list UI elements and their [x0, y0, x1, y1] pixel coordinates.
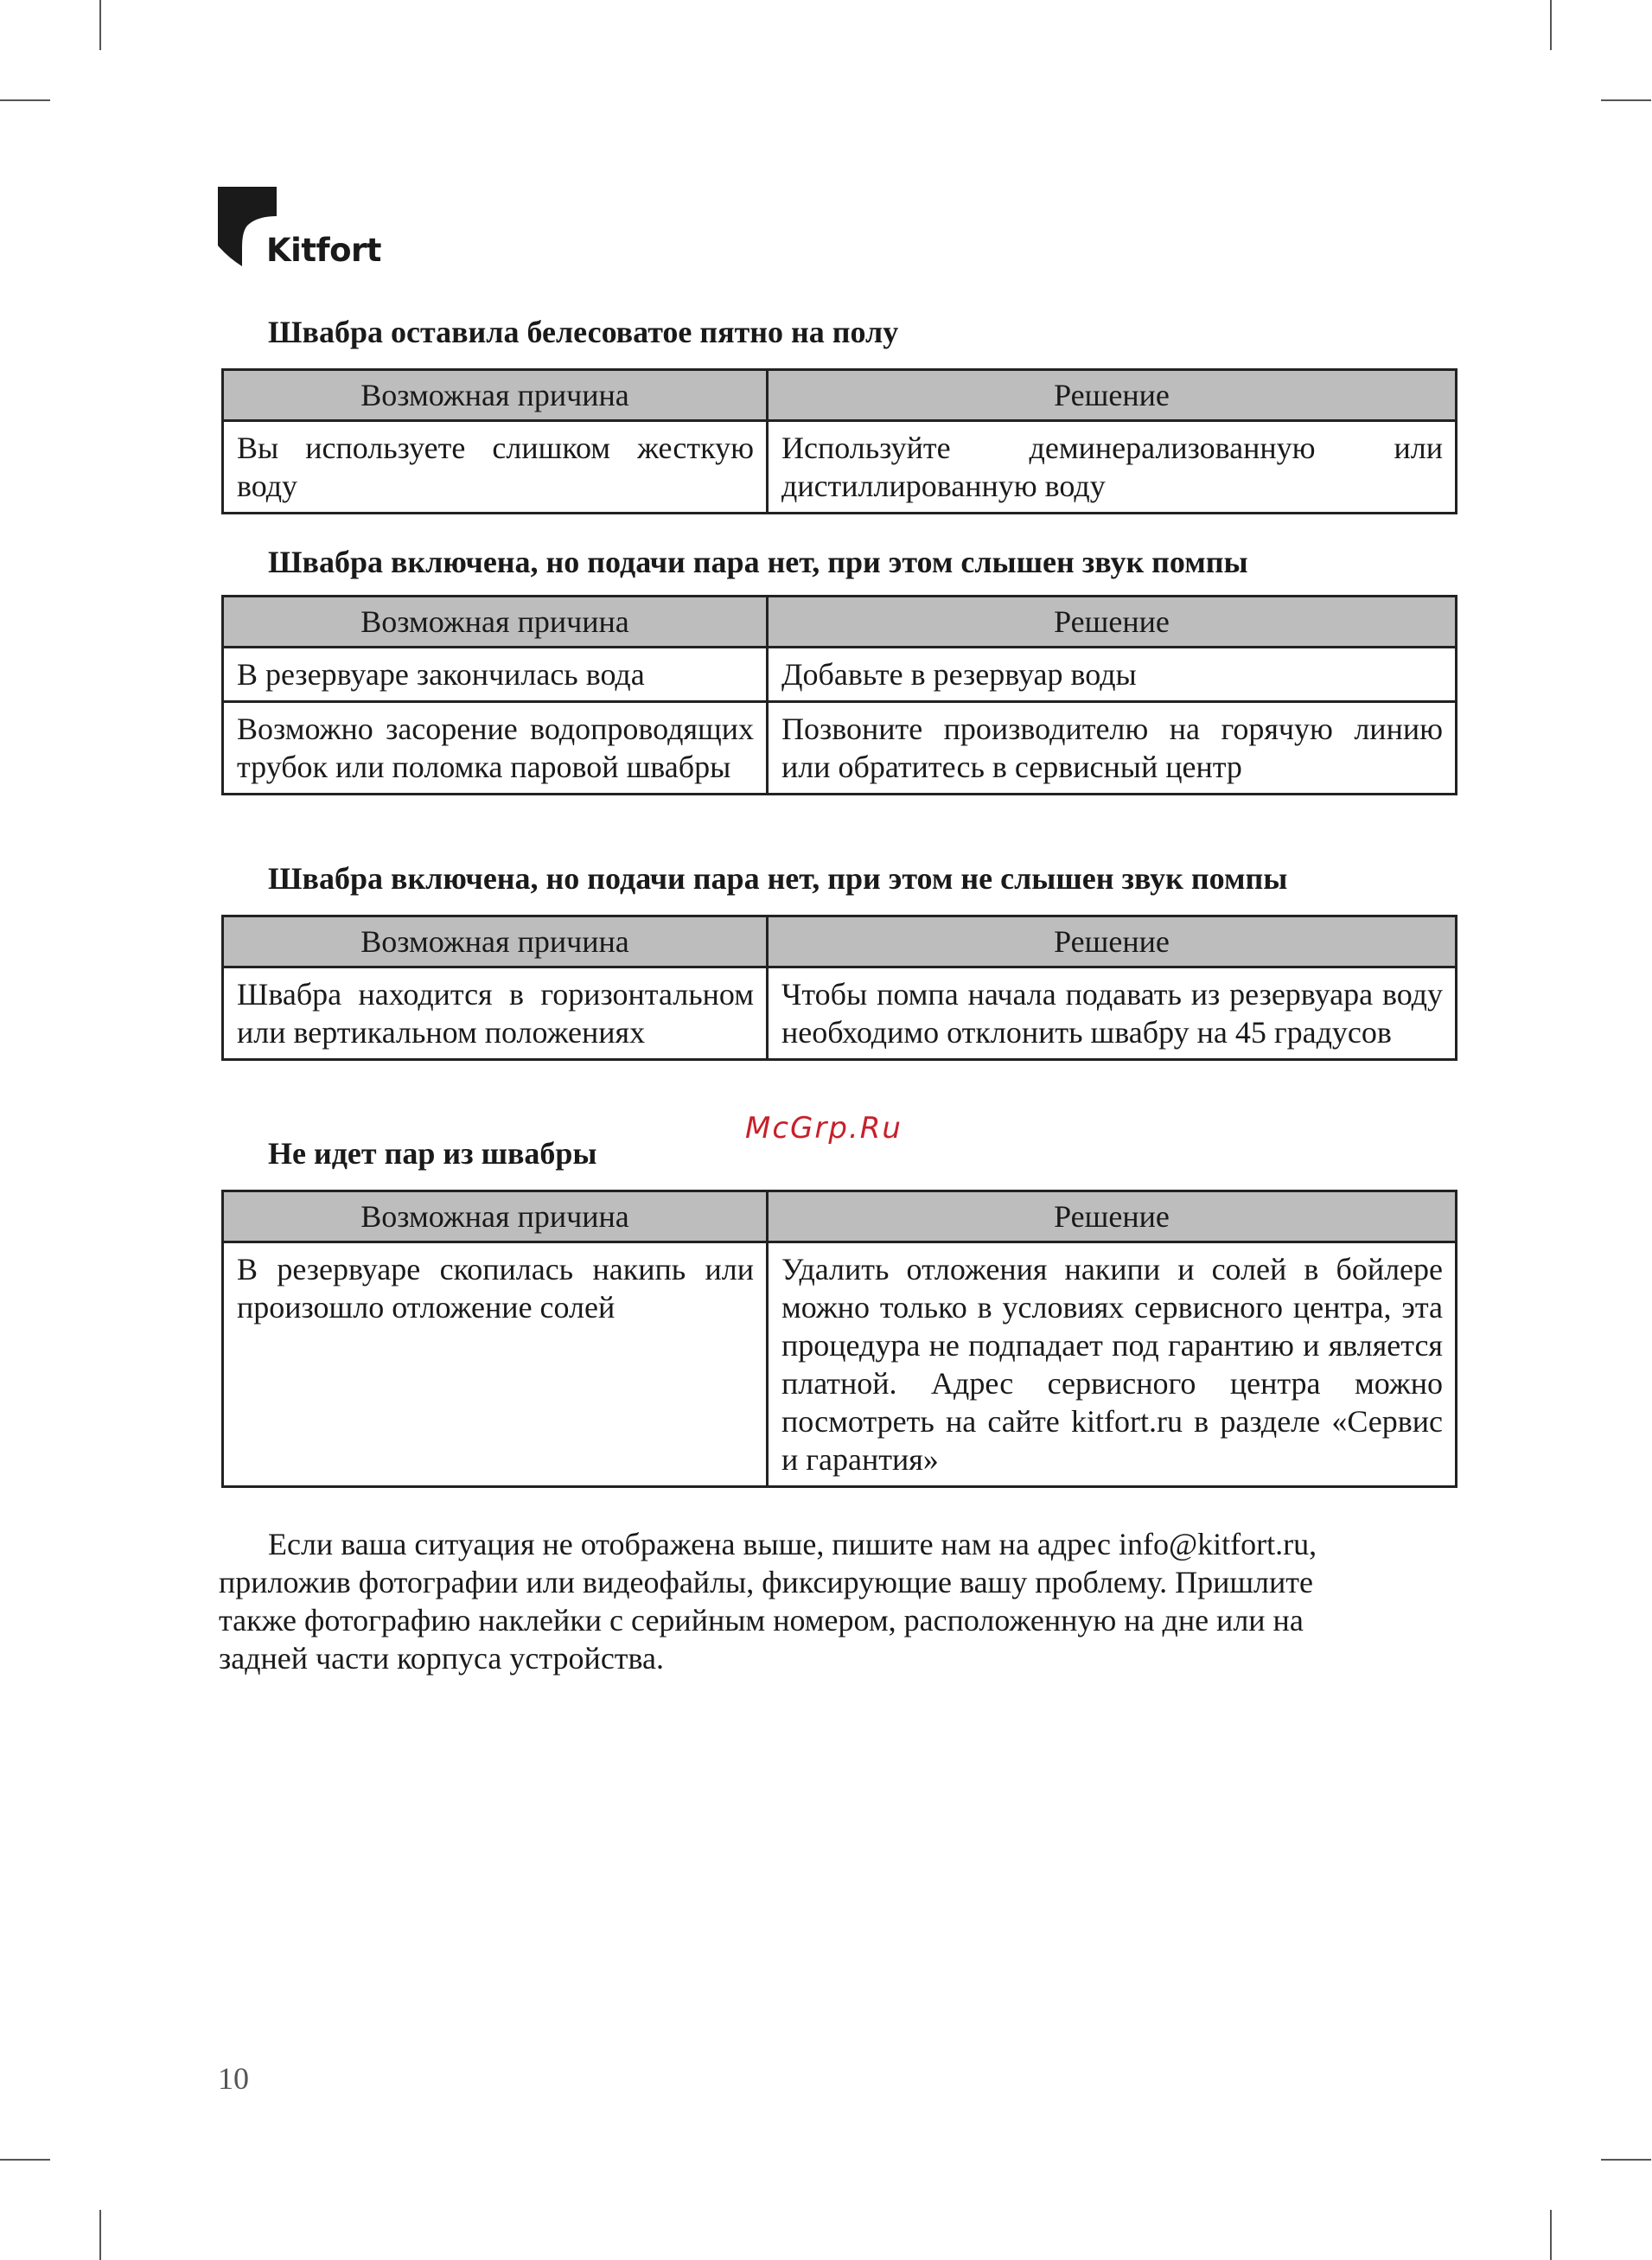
section-title: Швабра оставила белесоватое пятно на полу — [268, 315, 899, 349]
section-title: Не идет пар из швабры — [268, 1136, 597, 1171]
section-title: Швабра включена, но подачи пара нет, при этом не слышен звук помпы — [268, 861, 1288, 896]
table-header-row — [223, 916, 1457, 967]
table-header-row — [223, 370, 1457, 421]
table-header-row — [223, 1191, 1457, 1242]
solution-cell: Удалить отложения накипи и солей в бойлере можно только в условиях сервисного центра, эта процедура не подпадает под гарантию и является платной. Адрес сервисного центра можно посмотреть на сайте kitfort.ru в разделе «Сервис и гарантия» — [768, 1242, 1457, 1487]
paragraph-line: приложив фотографии или видеофайлы, фиксирующие вашу проблему. Пришлите — [219, 1565, 1313, 1599]
crop-mark — [1550, 2210, 1552, 2260]
troubleshooting-table — [221, 595, 1457, 795]
cause-cell: Возможно засорение водопроводящих трубок или поломка паровой швабры — [223, 702, 768, 795]
solution-cell: Позвоните производителю на горячую линию или обратитесь в сервисный центр — [768, 702, 1457, 795]
solution-cell: Добавьте в резервуар воды — [768, 648, 1457, 702]
cause-header: Возможная причина — [223, 370, 768, 421]
table-row — [223, 648, 1457, 702]
cause-cell: Вы используете слишком жесткую воду — [223, 421, 768, 514]
table-row — [223, 1242, 1457, 1487]
cause-header: Возможная причина — [223, 1191, 768, 1242]
watermark: McGrp.Ru — [745, 1111, 903, 1146]
table-row — [223, 702, 1457, 795]
solution-header: Решение — [768, 1191, 1457, 1242]
cause-header: Возможная причина — [223, 597, 768, 648]
page-number: 10 — [218, 2061, 249, 2096]
solution-cell: Чтобы помпа начала подавать из резервуара воду необходимо отклонить швабру на 45 градусов — [768, 967, 1457, 1060]
solution-cell: Используйте деминерализованную или дистиллированную воду — [768, 421, 1457, 514]
cause-header: Возможная причина — [223, 916, 768, 967]
crop-mark — [1550, 0, 1552, 50]
cause-cell: В резервуаре скопилась накипь или произошло отложение солей — [223, 1242, 768, 1487]
paragraph-line: также фотографию наклейки с серийным номером, расположенную на дне или на — [219, 1603, 1304, 1638]
section-title: Швабра включена, но подачи пара нет, при этом слышен звук помпы — [268, 545, 1248, 579]
troubleshooting-table — [221, 368, 1457, 514]
solution-header: Решение — [768, 916, 1457, 967]
paragraph-line: Если ваша ситуация не отображена выше, пишите нам на адрес info@kitfort.ru, — [268, 1527, 1317, 1561]
troubleshooting-table — [221, 1190, 1457, 1488]
table-row — [223, 967, 1457, 1060]
crop-mark — [99, 0, 101, 50]
crop-mark — [0, 99, 50, 101]
crop-mark — [1601, 99, 1651, 101]
table-row — [223, 421, 1457, 514]
crop-mark — [1601, 2159, 1651, 2161]
cause-cell: Швабра находится в горизонтальном или вертикальном положениях — [223, 967, 768, 1060]
crop-mark — [0, 2159, 50, 2161]
contact-paragraph — [219, 1525, 1452, 1677]
paragraph-line: задней части корпуса устройства. — [219, 1641, 665, 1676]
solution-header: Решение — [768, 597, 1457, 648]
crop-mark — [99, 2210, 101, 2260]
cause-cell: В резервуаре закончилась вода — [223, 648, 768, 702]
solution-header: Решение — [768, 370, 1457, 421]
table-header-row — [223, 597, 1457, 648]
kitfort-logo — [218, 187, 391, 273]
troubleshooting-table — [221, 915, 1457, 1061]
brand-name: Kitfort — [266, 232, 381, 269]
